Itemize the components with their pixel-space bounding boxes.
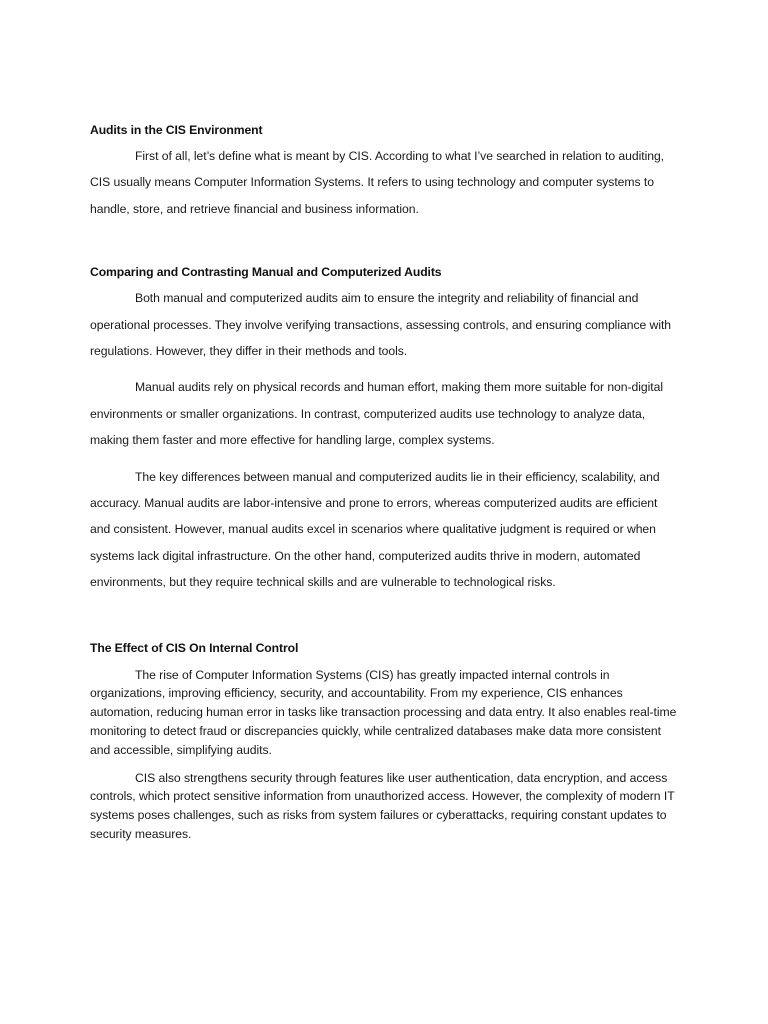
section-heading-cis-environment: Audits in the CIS Environment [90,123,263,137]
document-body [90,122,680,844]
paragraph: The rise of Computer Information Systems (CIS) has greatly impacted internal controls in organizations, improving efficiency, security, and accountability. From my experience, CIS enhances automation, reducing human error in tasks like transaction processing and data entry. It also enables real-time monitoring to detect fraud or discrepancies quickly, while centralized databases make data more consistent and accessible, simplifying audits. [90,667,677,757]
paragraph: The key differences between manual and computerized audits lie in their efficiency, scalability, and accuracy. Manual audits are labor-intensive and prone to errors, whereas computerized audits are efficient and consistent. However, manual audits excel in scenarios where qualitative judgment is required or when systems lack digital infrastructure. On the other hand, computerized audits thrive in modern, automated environments, but they require technical skills and are vulnerable to technological risks. [90,469,660,590]
paragraph: First of all, let’s define what is meant by CIS. According to what I’ve searched in relation to auditing, CIS usually means Computer Information Systems. It refers to using technology and computer systems to handle, store, and retrieve financial and business information. [90,149,665,216]
paragraph: CIS also strengthens security through features like user authentication, data encryption, and access controls, which protect sensitive information from unauthorized access. However, the complexity of modern IT systems poses challenges, such as risks from system failures or cyberattacks, requiring constant updates to security measures. [90,770,675,842]
section-heading-internal-control: The Effect of CIS On Internal Control [90,640,299,655]
paragraph: Manual audits rely on physical records and human effort, making them more suitable for non-digital environments or smaller organizations. In contrast, computerized audits use technology to analyze data, making them faster and more effective for handling large, complex systems. [90,380,664,448]
paragraph: Both manual and computerized audits aim to ensure the integrity and reliability of financial and operational processes. They involve verifying transactions, assessing controls, and ensuring compliance with regulations. However, they differ in their methods and tools. [90,291,672,359]
section-heading-manual-vs-computerized: Comparing and Contrasting Manual and Computerized Audits [90,265,442,280]
